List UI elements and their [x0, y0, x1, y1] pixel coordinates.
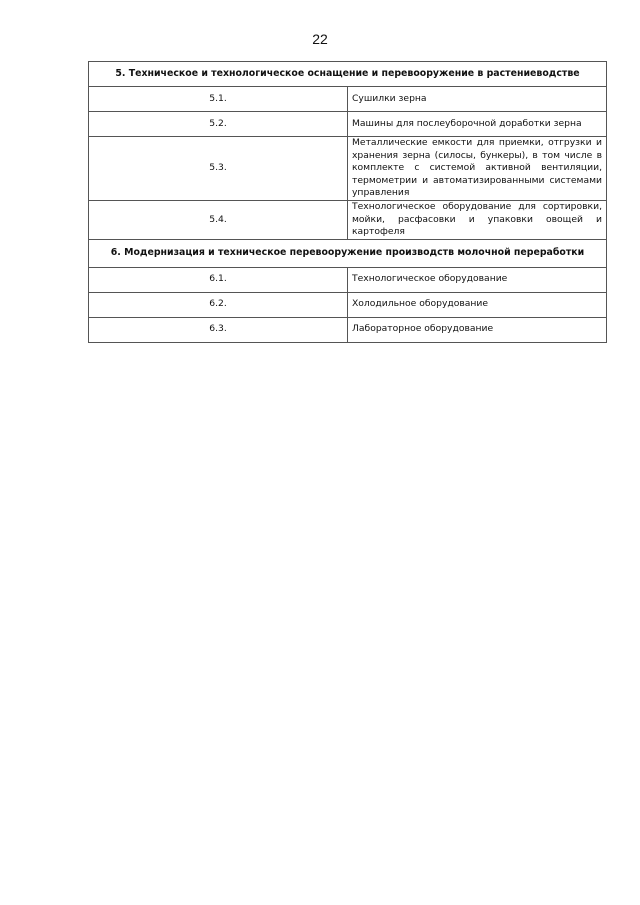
- row-number: 5.1.: [89, 87, 348, 112]
- row-text: Металлические емкости для приемки, отгрузки и хранения зерна (силосы, бункеры), в том числе в комплекте с системой активной вентиляции, термометрии и автоматизированными системами управления: [348, 137, 607, 201]
- row-text: Лабораторное оборудование: [348, 317, 607, 342]
- section-heading-row: [89, 239, 607, 267]
- row-number: 5.4.: [89, 200, 348, 239]
- table-row: [89, 112, 607, 137]
- section-title: 5. Техническое и технологическое оснащение и перевооружение в растениеводстве: [89, 62, 607, 87]
- section-heading-row: [89, 62, 607, 87]
- row-number: 6.1.: [89, 267, 348, 292]
- row-text: Машины для послеуборочной доработки зерна: [348, 112, 607, 137]
- row-text: Холодильное оборудование: [348, 292, 607, 317]
- table-row: [89, 292, 607, 317]
- page-number: 22: [312, 31, 328, 47]
- row-number: 5.2.: [89, 112, 348, 137]
- table-row: [89, 267, 607, 292]
- row-number: 6.3.: [89, 317, 348, 342]
- row-text: Технологическое оборудование для сортировки, мойки, расфасовки и упаковки овощей и картофеля: [348, 200, 607, 239]
- row-number: 5.3.: [89, 137, 348, 201]
- row-text: Сушилки зерна: [348, 87, 607, 112]
- section-title: 6. Модернизация и техническое перевооружение производств молочной переработки: [89, 239, 607, 267]
- table-row: [89, 200, 607, 239]
- equipment-table: [88, 61, 607, 343]
- row-text: Технологическое оборудование: [348, 267, 607, 292]
- table-row: [89, 317, 607, 342]
- table-row: [89, 87, 607, 112]
- table-row: [89, 137, 607, 201]
- row-number: 6.2.: [89, 292, 348, 317]
